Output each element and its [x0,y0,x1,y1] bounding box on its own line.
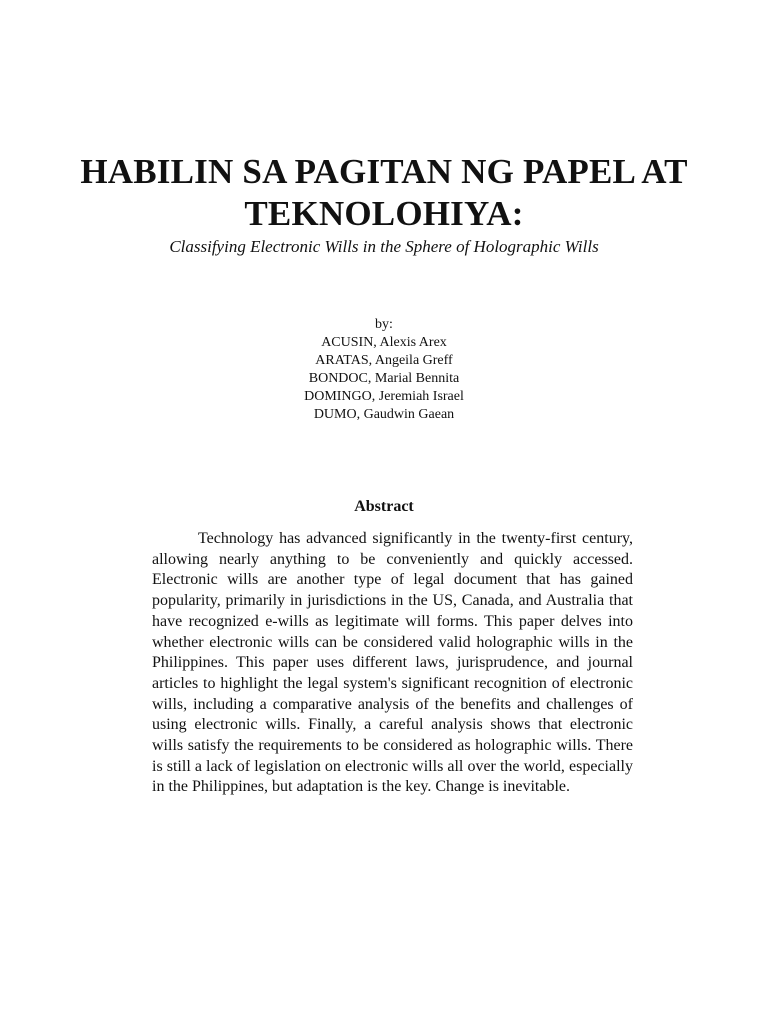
author-block [184,316,584,424]
author-name: BONDOC, Marial Bennita [308,371,460,386]
author-name: ACUSIN, Alexis Arex [321,335,447,350]
abstract-paragraph: Technology has advanced significantly in the twenty-first century, allowing nearly anything to be conveniently and quickly accessed. Electronic wills are another type of legal document that has gained popularity, primarily in jurisdictions in the US, Canada, and Australia that have recognized e-wills as legitimate will forms. This paper delves into whether electronic wills can be considered valid holographic wills in the Philippines. This paper uses different laws, jurisprudence, and journal articles to highlight the legal system's significant recognition of electronic wills, including a comparative analysis of the benefits and challenges of using electronic wills. Finally, a careful analysis shows that electronic wills satisfy the requirements to be considered as holographic wills. There is still a lack of legislation on electronic wills all over the world, especially in the Philippines, but adaptation is the key. Change is inevitable. [152,530,633,796]
paper-title: HABILIN SA PAGITAN NG PAPEL AT TEKNOLOHIYA: [80,152,688,233]
abstract-heading: Abstract [354,498,414,515]
author-name: DOMINGO, Jeremiah Israel [304,389,464,404]
paper-subtitle: Classifying Electronic Wills in the Sphere of Holographic Wills [169,237,599,256]
author-name: DUMO, Gaudwin Gaean [313,407,455,422]
author-name: ARATAS, Angeila Greff [315,353,453,368]
byline: by: [375,317,393,332]
